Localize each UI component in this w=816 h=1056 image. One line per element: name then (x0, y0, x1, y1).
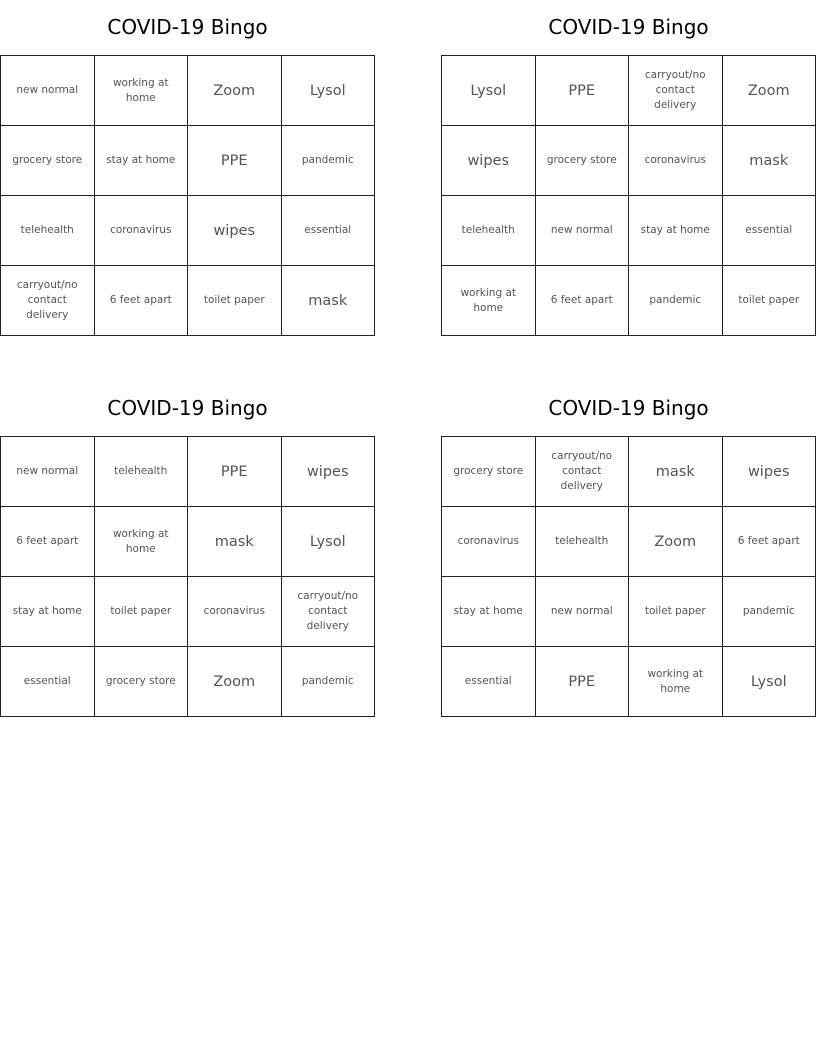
bingo-cell: grocery store (1, 126, 95, 196)
bingo-cell: working at home (95, 56, 189, 126)
bingo-cell: PPE (536, 647, 630, 717)
bingo-cell: pandemic (629, 266, 723, 336)
bingo-cell: 6 feet apart (723, 507, 816, 577)
bingo-cell: new normal (536, 577, 630, 647)
bingo-cell: 6 feet apart (95, 266, 189, 336)
bingo-cell: telehealth (95, 437, 189, 507)
bingo-cell: toilet paper (95, 577, 189, 647)
bingo-cell: Lysol (282, 56, 376, 126)
card-title: COVID-19 Bingo (107, 15, 268, 39)
bingo-grid (441, 436, 816, 717)
bingo-cell: carryout/no contact delivery (282, 577, 376, 647)
bingo-cell: toilet paper (723, 266, 816, 336)
card-title: COVID-19 Bingo (548, 396, 709, 420)
bingo-cell: mask (723, 126, 816, 196)
bingo-cell: essential (442, 647, 536, 717)
bingo-cell: working at home (629, 647, 723, 717)
bingo-cell: carryout/no contact delivery (536, 437, 630, 507)
bingo-cell: coronavirus (629, 126, 723, 196)
bingo-cell: Lysol (723, 647, 816, 717)
bingo-grid (0, 55, 375, 336)
card-title: COVID-19 Bingo (548, 15, 709, 39)
bingo-cell: 6 feet apart (536, 266, 630, 336)
bingo-cell: mask (282, 266, 376, 336)
bingo-cell: carryout/no contact delivery (629, 56, 723, 126)
bingo-cell: wipes (188, 196, 282, 266)
bingo-cell: telehealth (1, 196, 95, 266)
bingo-cell: pandemic (723, 577, 816, 647)
bingo-cell: Lysol (282, 507, 376, 577)
bingo-cell: telehealth (536, 507, 630, 577)
bingo-cell: working at home (442, 266, 536, 336)
bingo-cell: essential (282, 196, 376, 266)
bingo-cell: grocery store (95, 647, 189, 717)
bingo-cell: grocery store (536, 126, 630, 196)
bingo-cell: coronavirus (442, 507, 536, 577)
bingo-cell: toilet paper (188, 266, 282, 336)
bingo-cell: PPE (188, 437, 282, 507)
bingo-cell: essential (1, 647, 95, 717)
bingo-cell: Zoom (629, 507, 723, 577)
bingo-cell: stay at home (629, 196, 723, 266)
bingo-cell: toilet paper (629, 577, 723, 647)
card-title: COVID-19 Bingo (107, 396, 268, 420)
bingo-cell: carryout/no contact delivery (1, 266, 95, 336)
bingo-cell: PPE (188, 126, 282, 196)
bingo-cell: working at home (95, 507, 189, 577)
bingo-cell: new normal (1, 56, 95, 126)
bingo-cell: new normal (1, 437, 95, 507)
bingo-cell: telehealth (442, 196, 536, 266)
bingo-cell: stay at home (95, 126, 189, 196)
bingo-cell: wipes (723, 437, 816, 507)
bingo-cell: Lysol (442, 56, 536, 126)
bingo-cell: stay at home (1, 577, 95, 647)
bingo-cell: Zoom (188, 56, 282, 126)
bingo-cell: wipes (442, 126, 536, 196)
bingo-cell: essential (723, 196, 816, 266)
bingo-cell: pandemic (282, 647, 376, 717)
bingo-cell: stay at home (442, 577, 536, 647)
bingo-grid (441, 55, 816, 336)
bingo-cell: Zoom (723, 56, 816, 126)
bingo-grid (0, 436, 375, 717)
bingo-cell: coronavirus (95, 196, 189, 266)
bingo-cell: new normal (536, 196, 630, 266)
bingo-cell: Zoom (188, 647, 282, 717)
bingo-cell: pandemic (282, 126, 376, 196)
bingo-cell: mask (188, 507, 282, 577)
bingo-cell: mask (629, 437, 723, 507)
bingo-cell: grocery store (442, 437, 536, 507)
bingo-cell: coronavirus (188, 577, 282, 647)
bingo-cell: wipes (282, 437, 376, 507)
bingo-cell: 6 feet apart (1, 507, 95, 577)
bingo-cell: PPE (536, 56, 630, 126)
